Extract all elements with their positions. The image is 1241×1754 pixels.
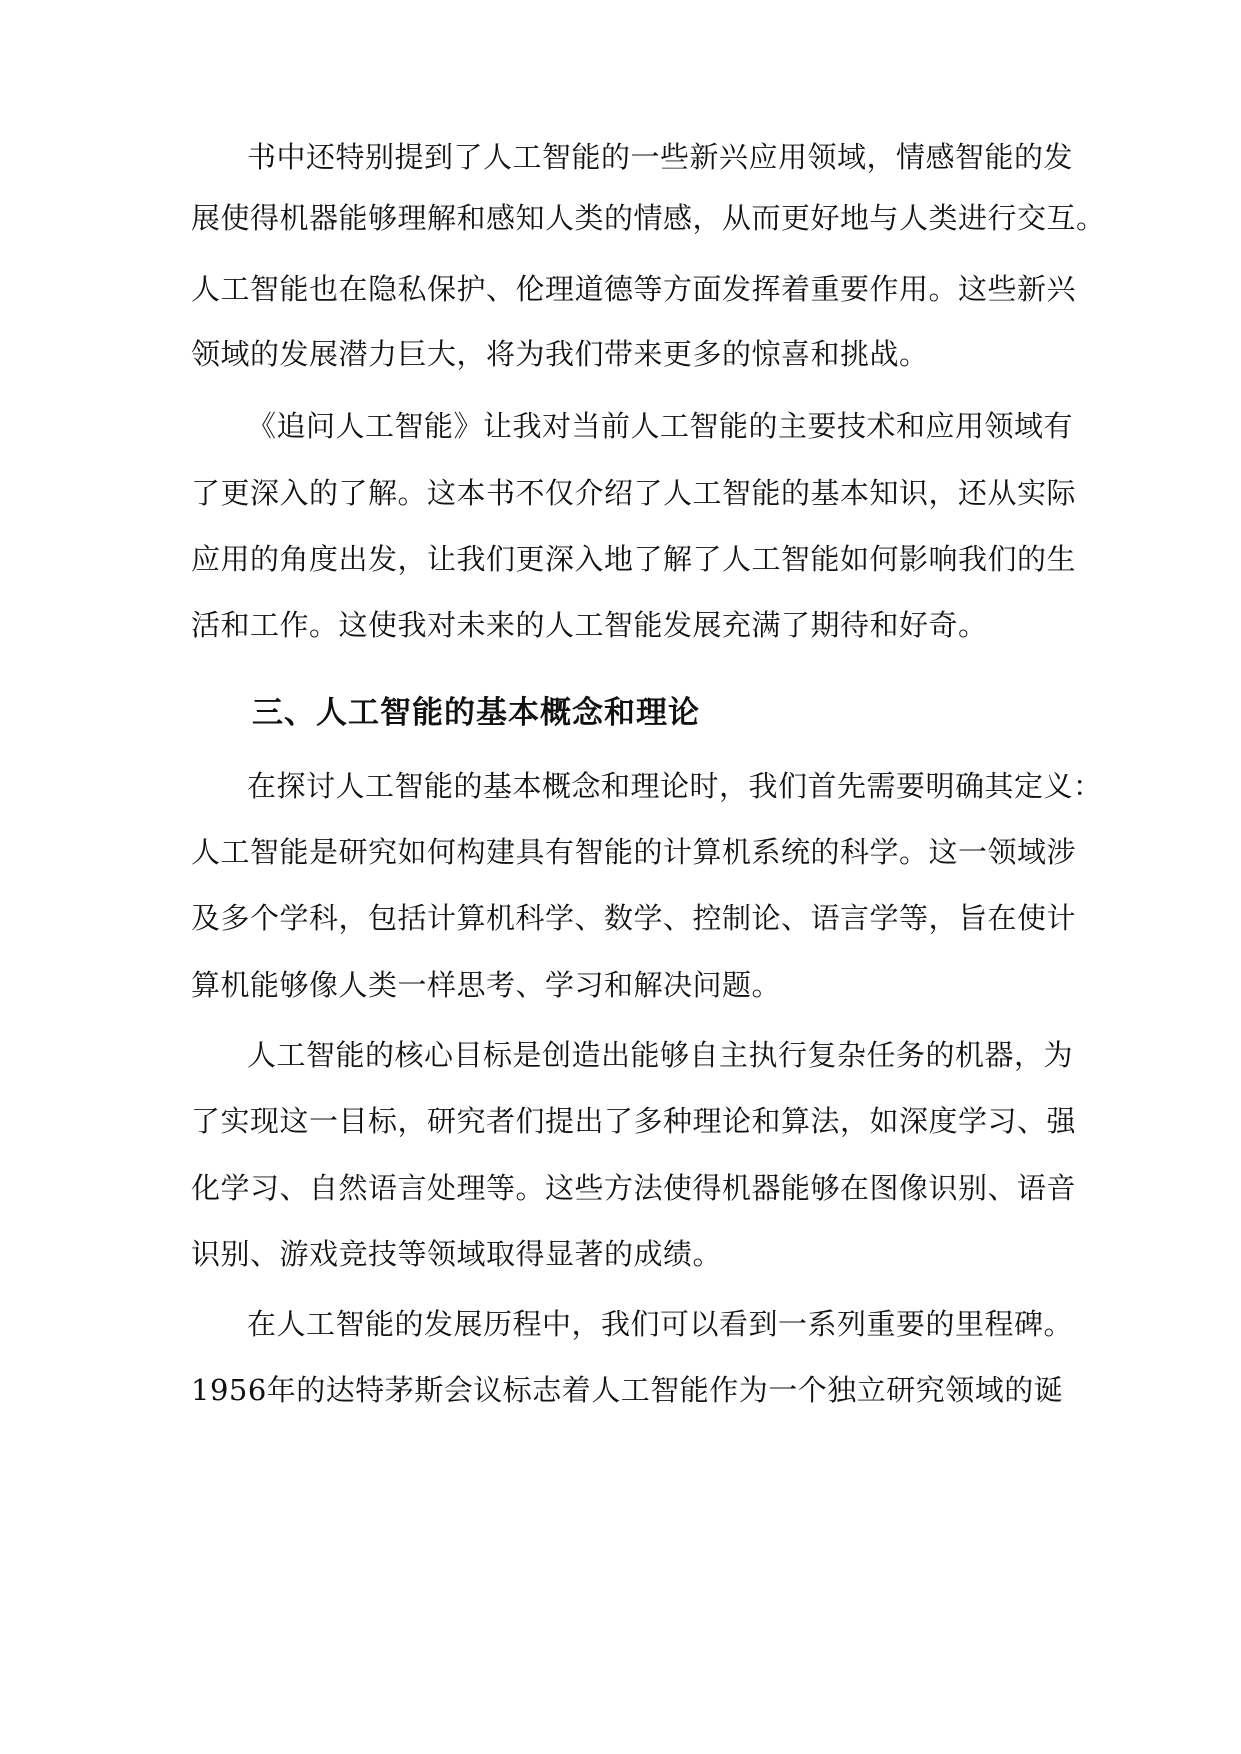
paragraph-2-line-2: 了更深入的了解。这本书不仅介绍了人工智能的基本知识，还从实际 [191, 476, 1077, 510]
paragraph-1-line-4: 领域的发展潜力巨大，将为我们带来更多的惊喜和挑战。 [191, 337, 929, 371]
section-paragraph-1-line-3: 及多个学科，包括计算机科学、数学、控制论、语言学等，旨在使计 [191, 901, 1077, 935]
section-paragraph-3-line-1: 在人工智能的发展历程中，我们可以看到一系列重要的里程碑。 [247, 1307, 1074, 1341]
paragraph-1-line-2: 展使得机器能够理解和感知人类的情感，从而更好地与人类进行交互。 [191, 201, 1106, 235]
section-paragraph-1-line-4: 算机能够像人类一样思考、学习和解决问题。 [191, 968, 782, 1002]
section-paragraph-2-line-1: 人工智能的核心目标是创造出能够自主执行复杂任务的机器，为 [247, 1038, 1074, 1072]
section-paragraph-1-line-1: 在探讨人工智能的基本概念和理论时，我们首先需要明确其定义： [247, 769, 1103, 803]
section-paragraph-1-line-2: 人工智能是研究如何构建具有智能的计算机系统的科学。这一领域涉 [191, 835, 1077, 869]
paragraph-2-line-3: 应用的角度出发，让我们更深入地了解了人工智能如何影响我们的生 [191, 542, 1077, 576]
section-paragraph-3-line-2: 1956年的达特茅斯会议标志着人工智能作为一个独立研究领域的诞 [191, 1373, 1064, 1407]
section-paragraph-2-line-3: 化学习、自然语言处理等。这些方法使得机器能够在图像识别、语音 [191, 1171, 1077, 1205]
section-paragraph-2-line-4: 识别、游戏竞技等领域取得显著的成绩。 [191, 1237, 723, 1271]
paragraph-1-line-1: 书中还特别提到了人工智能的一些新兴应用领域，情感智能的发 [247, 140, 1074, 174]
paragraph-2-line-1: 《追问人工智能》让我对当前人工智能的主要技术和应用领域有 [247, 409, 1074, 443]
section-heading: 三、人工智能的基本概念和理论 [252, 695, 700, 731]
section-paragraph-2-line-2: 了实现这一目标，研究者们提出了多种理论和算法，如深度学习、强 [191, 1104, 1077, 1138]
paragraph-1-line-3: 人工智能也在隐私保护、伦理道德等方面发挥着重要作用。这些新兴 [191, 272, 1077, 306]
paragraph-2-line-4: 活和工作。这使我对未来的人工智能发展充满了期待和好奇。 [191, 608, 988, 642]
